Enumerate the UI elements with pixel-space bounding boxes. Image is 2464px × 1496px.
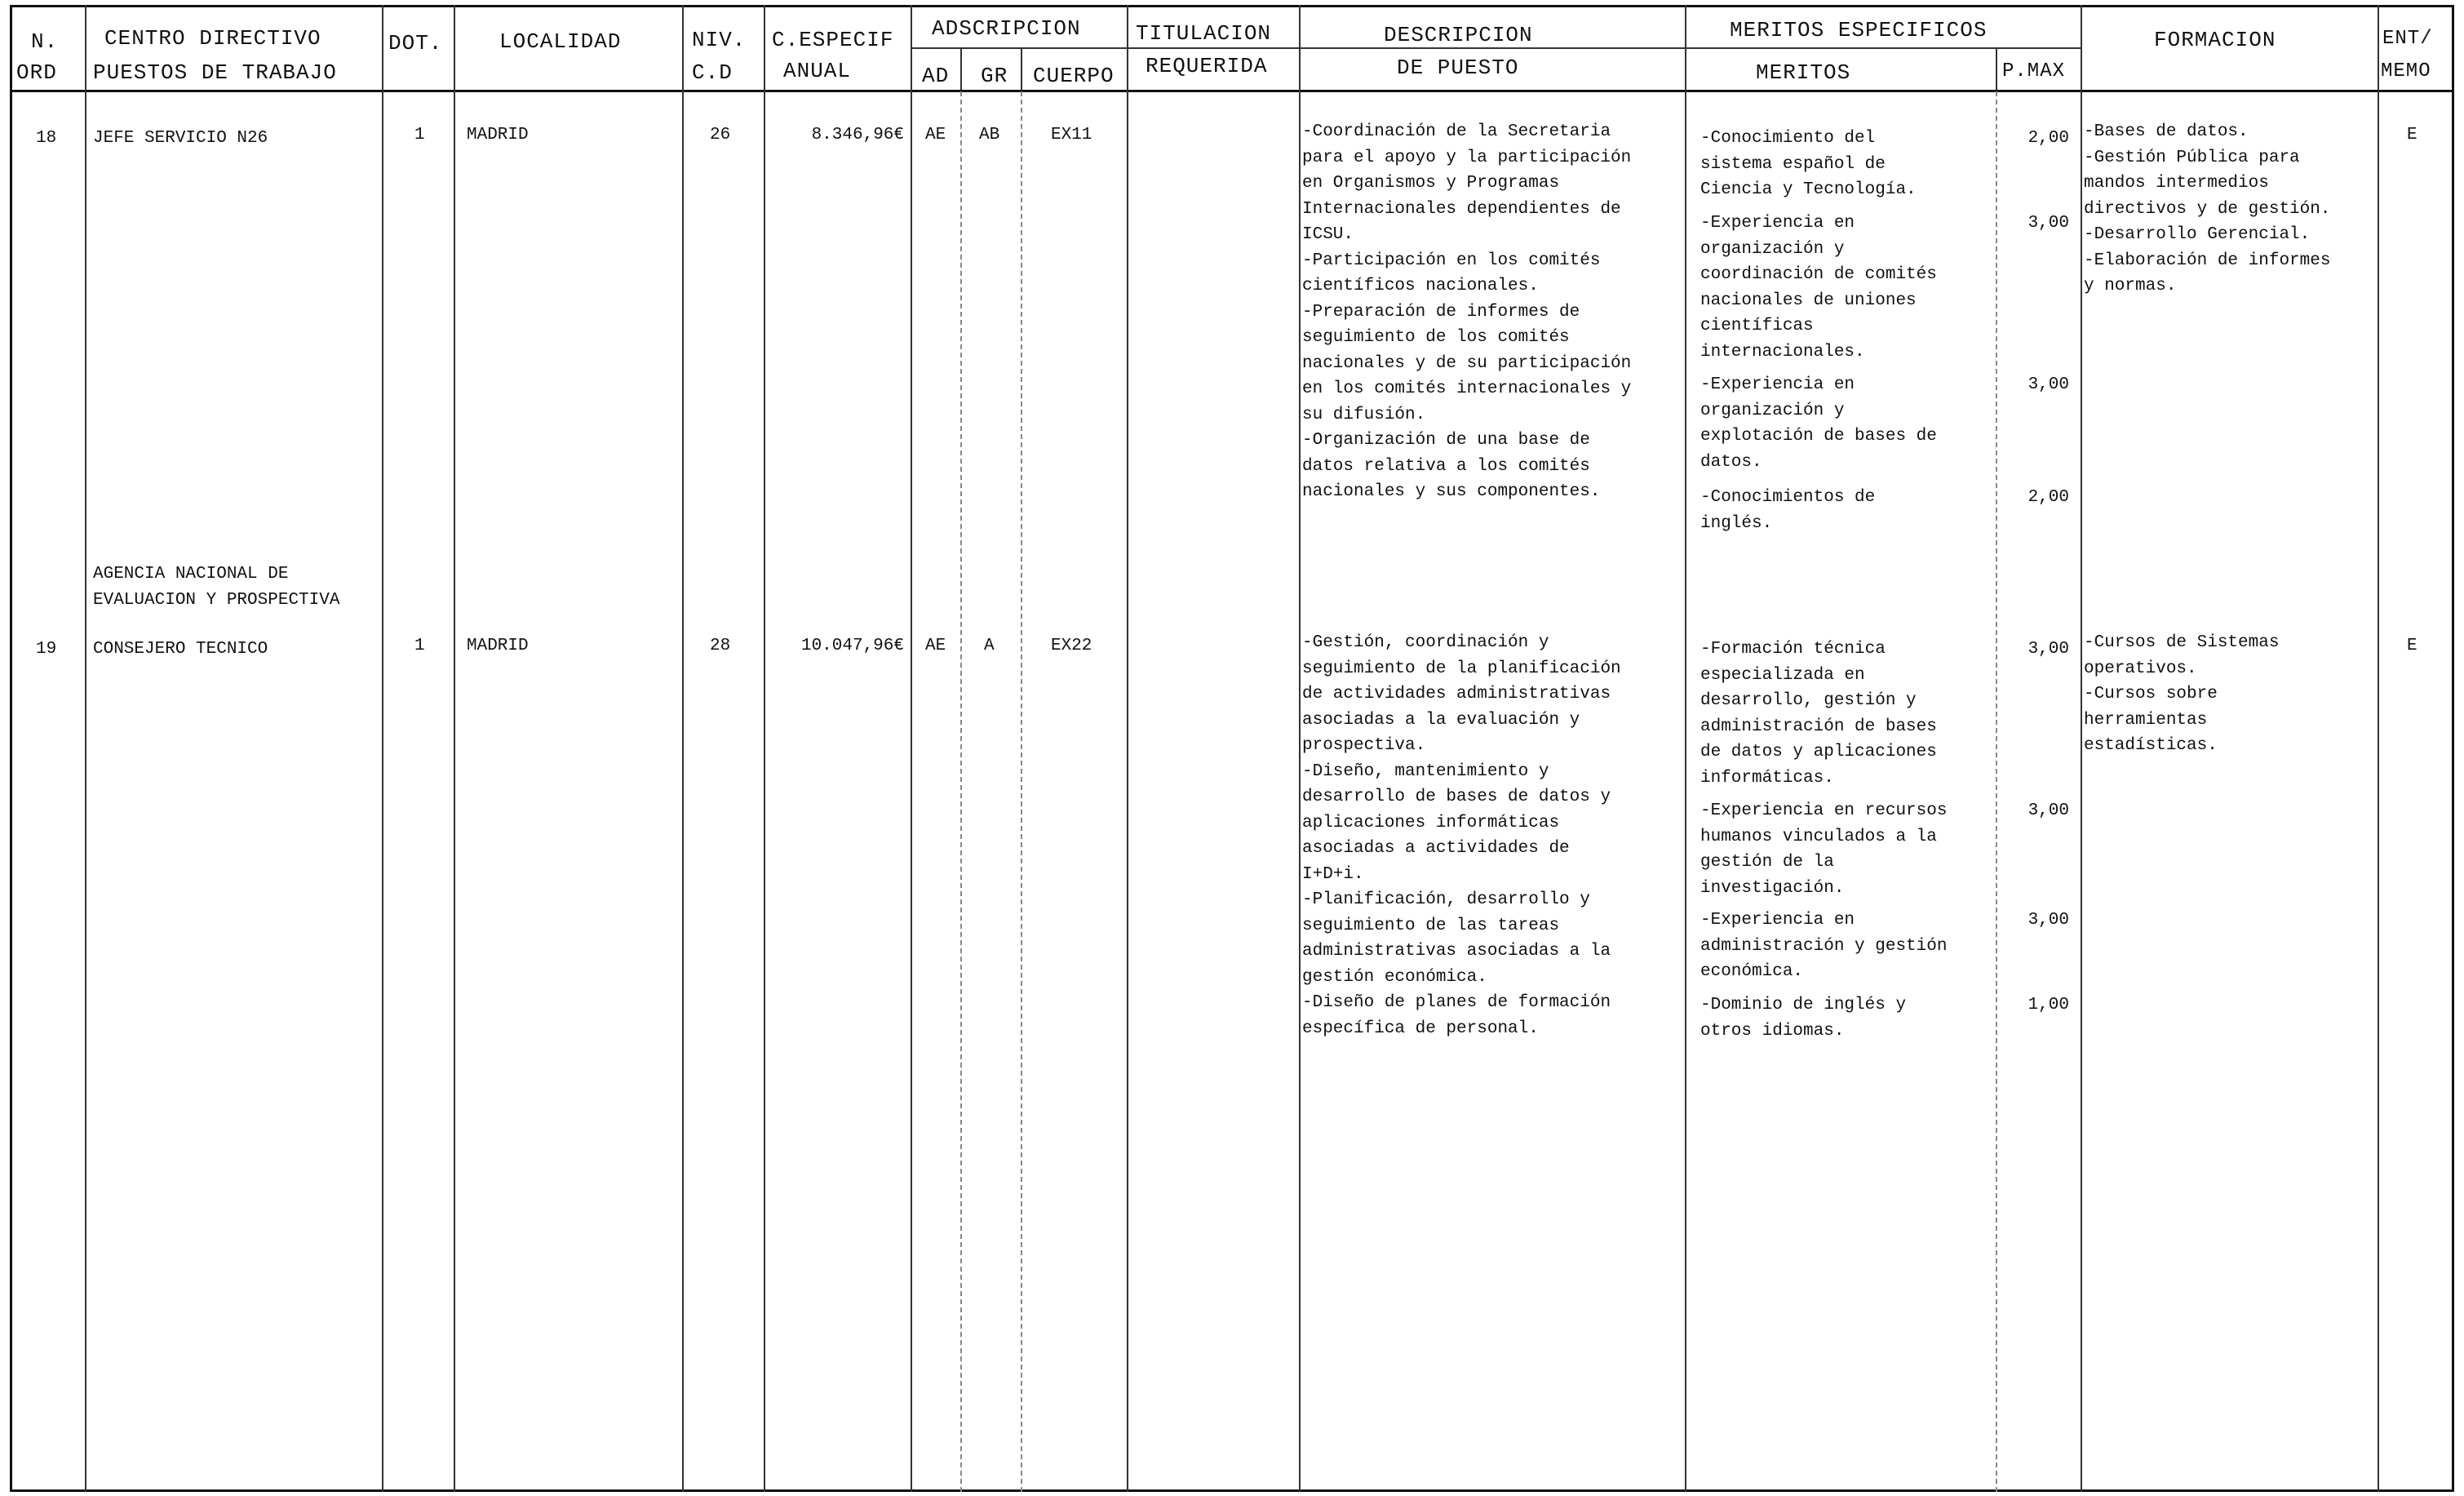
row18-pmax-1: 2,00 xyxy=(2027,129,2069,148)
row18-cuerpo: EX11 xyxy=(1051,126,1092,144)
col-sep-1 xyxy=(85,5,86,1492)
row18-dot: 1 xyxy=(414,126,425,144)
col-sep-7 xyxy=(1127,5,1128,1492)
row18-nord: 18 xyxy=(36,129,57,148)
row18-entmemo: E xyxy=(2407,126,2417,144)
body-sep-meritos-pmax xyxy=(1996,91,1997,1492)
hdr-entmemo-2: MEMO xyxy=(2381,60,2431,82)
row19-formacion: -Cursos de Sistemas operativos. -Cursos sobre herramientas estadísticas. xyxy=(2084,633,2280,755)
header-bottom-line xyxy=(10,90,2454,92)
row19-pmax-3: 3,00 xyxy=(2027,911,2069,930)
hdr-titulacion-2: REQUERIDA xyxy=(1146,54,1268,78)
row19-entmemo: E xyxy=(2407,637,2417,655)
row18-merito-4: -Conocimientos de inglés. xyxy=(1700,488,1876,533)
meritos-header-line xyxy=(1685,47,2081,49)
hdr-cespecif-2: ANUAL xyxy=(783,59,852,83)
col-sep-9 xyxy=(1685,5,1686,1492)
hdr-descripcion-1: DESCRIPCION xyxy=(1384,23,1533,47)
hdr-meritos: MERITOS xyxy=(1756,60,1851,85)
hdr-sep-gr-cuerpo xyxy=(1021,47,1022,90)
col-sep-11 xyxy=(2378,5,2379,1492)
row19-dot: 1 xyxy=(414,637,425,655)
hdr-gr: GR xyxy=(981,64,1008,88)
row19-nord: 19 xyxy=(36,640,57,659)
row19-cespecif: 10.047,96€ xyxy=(800,637,904,655)
row19-ad: AE xyxy=(925,637,946,655)
row18-merito-1: -Conocimiento del sistema español de Ciencia y Tecnología. xyxy=(1700,129,1917,199)
row18-puesto: JEFE SERVICIO N26 xyxy=(93,129,268,148)
row19-merito-1: -Formación técnica especializada en desarrollo, gestión y administración de bases de datos y aplicaciones informáticas. xyxy=(1700,640,1937,788)
hdr-titulacion-1: TITULACION xyxy=(1136,21,1272,46)
col-sep-6 xyxy=(911,5,912,1492)
row18-gr: AB xyxy=(979,126,1000,144)
row19-localidad: MADRID xyxy=(467,637,529,655)
col-sep-5 xyxy=(764,5,765,1492)
hdr-descripcion-2: DE PUESTO xyxy=(1397,55,1519,80)
row19-puesto: CONSEJERO TECNICO xyxy=(93,640,268,659)
row19-pmax-1: 3,00 xyxy=(2027,640,2069,659)
hdr-sep-ad-gr xyxy=(960,47,962,90)
row19-merito-2: -Experiencia en recursos humanos vinculados a la gestión de la investigación. xyxy=(1700,801,1948,898)
hdr-dot: DOT. xyxy=(388,31,443,55)
row19-pmax-4: 1,00 xyxy=(2027,996,2069,1014)
col-sep-3 xyxy=(454,5,455,1492)
row18-descripcion: -Coordinación de la Secretaria para el apoyo y la participación en Organismos y Programas Internacionales dependientes de ICSU. -Participación en los comités científicos nacionales. -Preparación de informes de seguimiento de los comités nacionales y de su participación en los comités internacionales y su difusión. -Organización de una base de datos relativa a los comités nacionales y sus componentes. xyxy=(1302,122,1632,501)
row18-localidad: MADRID xyxy=(467,126,529,144)
row19-pmax-2: 3,00 xyxy=(2027,801,2069,820)
hdr-cespecif-1: C.ESPECIF xyxy=(772,28,894,52)
row18-niv: 26 xyxy=(710,126,731,144)
hdr-pmax: P.MAX xyxy=(2002,60,2066,82)
row19-merito-3: -Experiencia en administración y gestión económica. xyxy=(1700,911,1948,981)
row18-merito-2: -Experiencia en organización y coordinación de comités nacionales de uniones científicas internacionales. xyxy=(1700,214,1937,362)
hdr-entmemo-1: ENT/ xyxy=(2382,28,2433,50)
row19-merito-4: -Dominio de inglés y otros idiomas. xyxy=(1700,996,1907,1041)
row19-cuerpo: EX22 xyxy=(1051,637,1092,655)
col-sep-10 xyxy=(2081,5,2082,1492)
col-sep-4 xyxy=(682,5,684,1492)
row19-gr: A xyxy=(984,637,995,655)
row18-pmax-2: 3,00 xyxy=(2027,214,2069,233)
hdr-formacion: FORMACION xyxy=(2154,28,2276,52)
hdr-ad: AD xyxy=(922,64,950,88)
hdr-centro-2: PUESTOS DE TRABAJO xyxy=(93,60,337,85)
hdr-localidad: LOCALIDAD xyxy=(499,29,622,54)
row18-formacion: -Bases de datos. -Gestión Pública para mandos intermedios directivos y de gestión. -Desarrollo Gerencial. -Elaboración de informes y normas. xyxy=(2084,122,2331,295)
hdr-cuerpo: CUERPO xyxy=(1033,64,1115,88)
row18-pmax-4: 2,00 xyxy=(2027,488,2069,507)
row18-ad: AE xyxy=(925,126,946,144)
hdr-niv-1: NIV. xyxy=(692,28,747,52)
row19-descripcion: -Gestión, coordinación y seguimiento de la planificación de actividades administrativas asociadas a la evaluación y prospectiva. -Diseño, mantenimiento y desarrollo de bases de datos y aplicaciones informáticas asociadas a actividades de I+D+i. -Planificación, desarrollo y seguimiento de las tareas administrativas asociadas a la gestión económica. -Diseño de planes de formación específica de personal. xyxy=(1302,633,1621,1038)
col-sep-2 xyxy=(382,5,383,1492)
hdr-nord-2: ORD xyxy=(16,60,57,85)
hdr-centro-1: CENTRO DIRECTIVO xyxy=(104,26,321,51)
hdr-adscripcion: ADSCRIPCION xyxy=(932,16,1081,41)
hdr-niv-2: C.D xyxy=(692,60,733,85)
hdr-sep-meritos-pmax xyxy=(1996,47,1997,90)
row18-cespecif: 8.346,96€ xyxy=(811,126,904,144)
row18-merito-3: -Experiencia en organización y explotación de bases de datos. xyxy=(1700,375,1937,472)
centro-directivo-label: AGENCIA NACIONAL DE EVALUACION Y PROSPECTIVA xyxy=(93,565,340,610)
hdr-nord-1: N. xyxy=(31,29,59,54)
body-sep-ad-gr xyxy=(960,91,962,1492)
row19-niv: 28 xyxy=(710,637,731,655)
col-sep-8 xyxy=(1299,5,1301,1492)
hdr-meritos-especificos: MERITOS ESPECIFICOS xyxy=(1730,18,1988,42)
row18-pmax-3: 3,00 xyxy=(2027,375,2069,394)
body-sep-gr-cuerpo xyxy=(1021,91,1022,1492)
